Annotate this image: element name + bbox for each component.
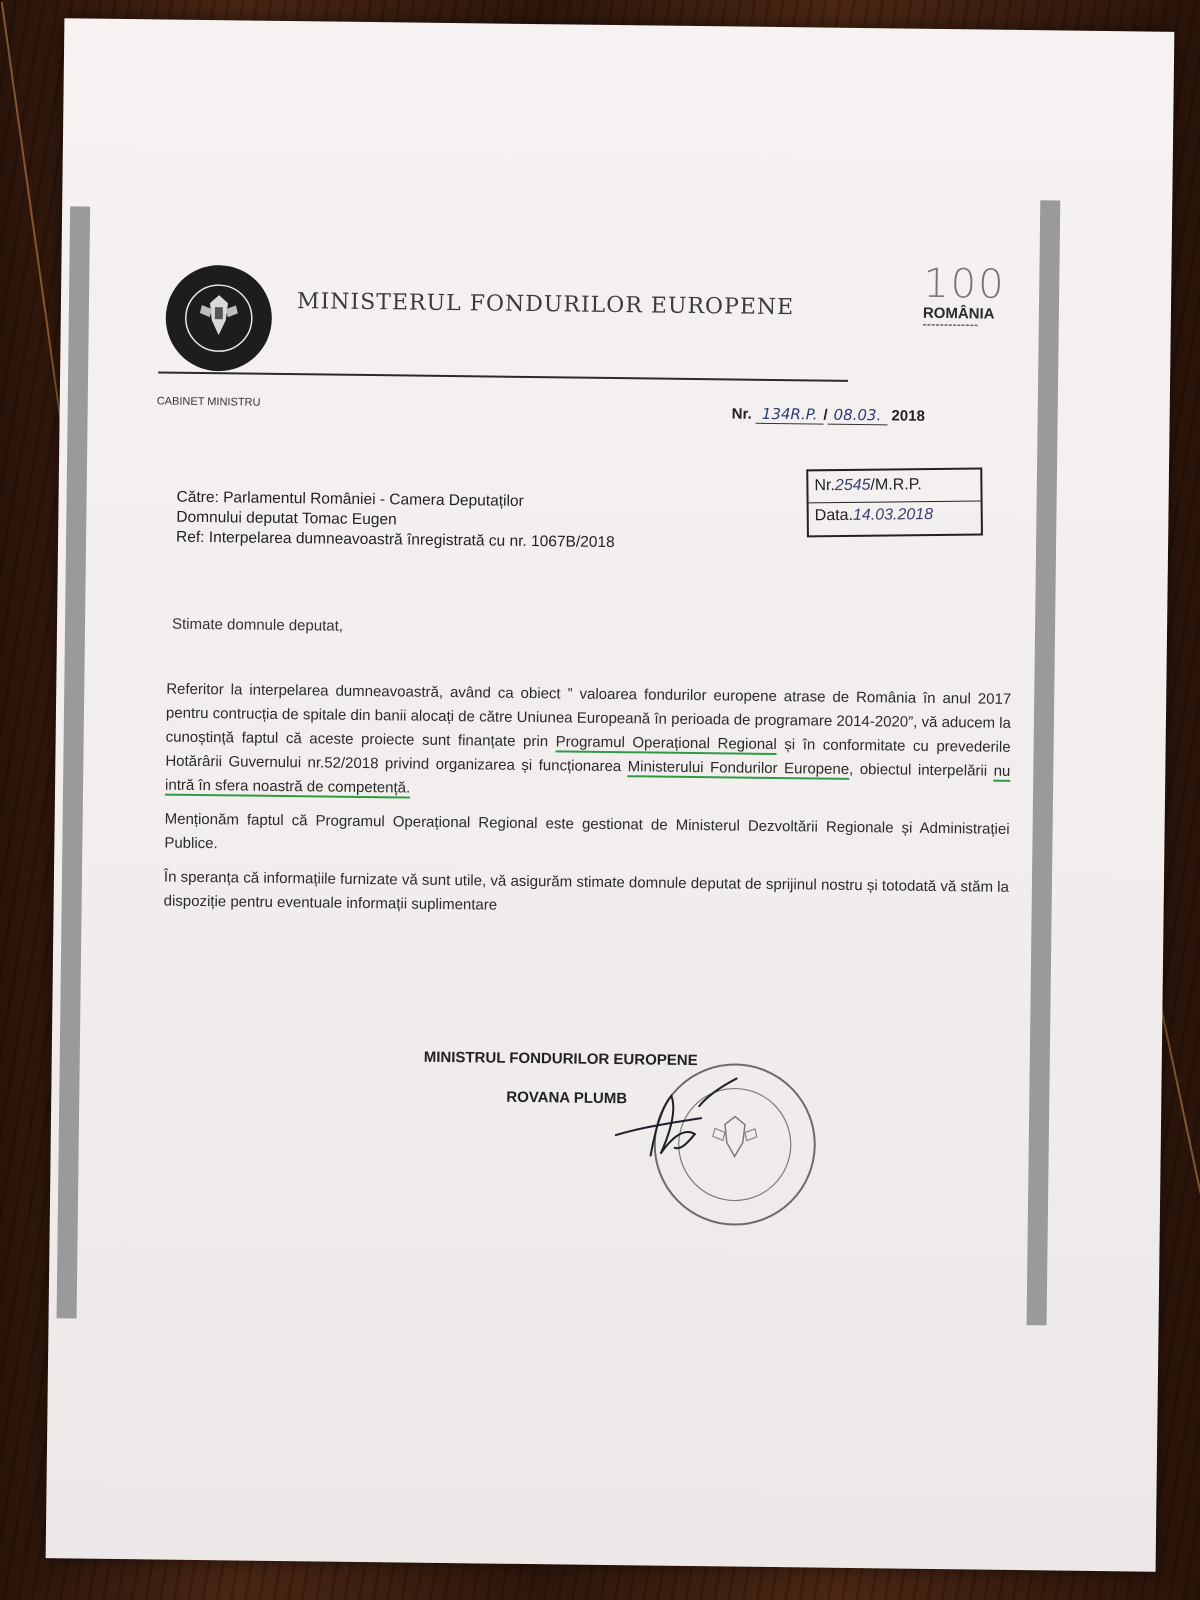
header-rule xyxy=(158,371,848,381)
underlined-phrase: nu intră în sfera noastră de competență. xyxy=(164,762,1011,797)
centenary-country: ROMÂNIA xyxy=(922,304,995,323)
binder-strip-left xyxy=(57,206,91,1318)
nr-handwritten: 134R.P. xyxy=(756,405,824,425)
address-line: Domnului deputat Tomac Eugen xyxy=(176,508,397,529)
stamp-nr-row xyxy=(814,476,922,495)
centenary-logo xyxy=(922,261,1033,348)
address-line: Ref: Interpelarea dumneavoastră înregistrată cu nr. 1067B/2018 xyxy=(176,528,615,552)
binder-strip-right xyxy=(1027,200,1061,1325)
text-run: și în conformitate cu prevederile Hotărârii Guvernului nr.52/2018 privind organizarea și funcționarea xyxy=(165,736,1011,776)
nr-year: 2018 xyxy=(891,407,925,425)
underlined-phrase: Programul Operațional Regional xyxy=(555,733,777,754)
stamp-nr-suffix: /M.R.P. xyxy=(870,476,922,494)
cabinet-label: CABINET MINISTRU xyxy=(156,395,261,409)
government-emblem-logo xyxy=(165,265,272,372)
table-inlay-line xyxy=(1,2,61,418)
recipient-address xyxy=(176,488,615,553)
handwritten-signature xyxy=(610,1065,741,1177)
underlined-phrase: Ministerului Fondurilor Europene xyxy=(627,758,850,778)
centenary-fine-print: ▬▬▬▬▬▬▬▬▬▬▬▬▬ xyxy=(922,321,979,328)
letter-page xyxy=(46,18,1175,1571)
stamp-nr-value: 2545 xyxy=(834,476,871,495)
body-paragraph: Menționăm faptul că Programul Operațional Regional este gestionat de Ministerul Dezvoltării Regionale și Administrației Publice. xyxy=(164,810,1010,853)
signatory-name: ROVANA PLUMB xyxy=(506,1088,628,1108)
date-handwritten: 08.03. xyxy=(827,406,887,426)
greeting: Stimate domnule deputat, xyxy=(171,615,344,635)
stamp-nr-label: Nr. xyxy=(814,477,835,495)
stamp-date-value: 14.03.2018 xyxy=(852,506,934,524)
stamp-divider xyxy=(809,501,981,504)
body-paragraph: În speranța că informațiile furnizate vă sunt utile, vă asigurăm stimate domnule deputat de sprijinul nostru și totodată vă stăm la dispoziție pentru eventuale informații suplimentare xyxy=(163,868,1010,914)
nr-label: Nr. xyxy=(731,405,752,423)
letter-body xyxy=(163,678,1011,934)
text-run: Referitor la interpelarea dumneavoastră, având ca obiect ” valoarea fondurilor europene atrase de România în anul 2017 pentru contrucția de spitale din banii alocați de către Uniunea Europeană în perioada de programare 2014-2020”, vă aducem la cunoștință faptul că aceste proiecte sunt finanțate prin xyxy=(165,680,1012,751)
registration-stamp xyxy=(806,468,983,538)
ministry-name: MINISTERUL FONDURILOR EUROPENE xyxy=(296,289,795,321)
stamp-date-row xyxy=(815,506,934,525)
signatory-title: MINISTRUL FONDURILOR EUROPENE xyxy=(423,1048,698,1070)
document-number: Nr. 134R.P. / 08.03. 2018 xyxy=(731,404,925,425)
centenary-digits: 100 xyxy=(922,260,1006,308)
stamp-date-label: Data. xyxy=(814,506,854,525)
text-run: , obiectul interpelării xyxy=(848,760,994,780)
body-paragraph xyxy=(165,678,1011,808)
address-line: Către: Parlamentul României - Camera Deputaților xyxy=(176,488,524,510)
